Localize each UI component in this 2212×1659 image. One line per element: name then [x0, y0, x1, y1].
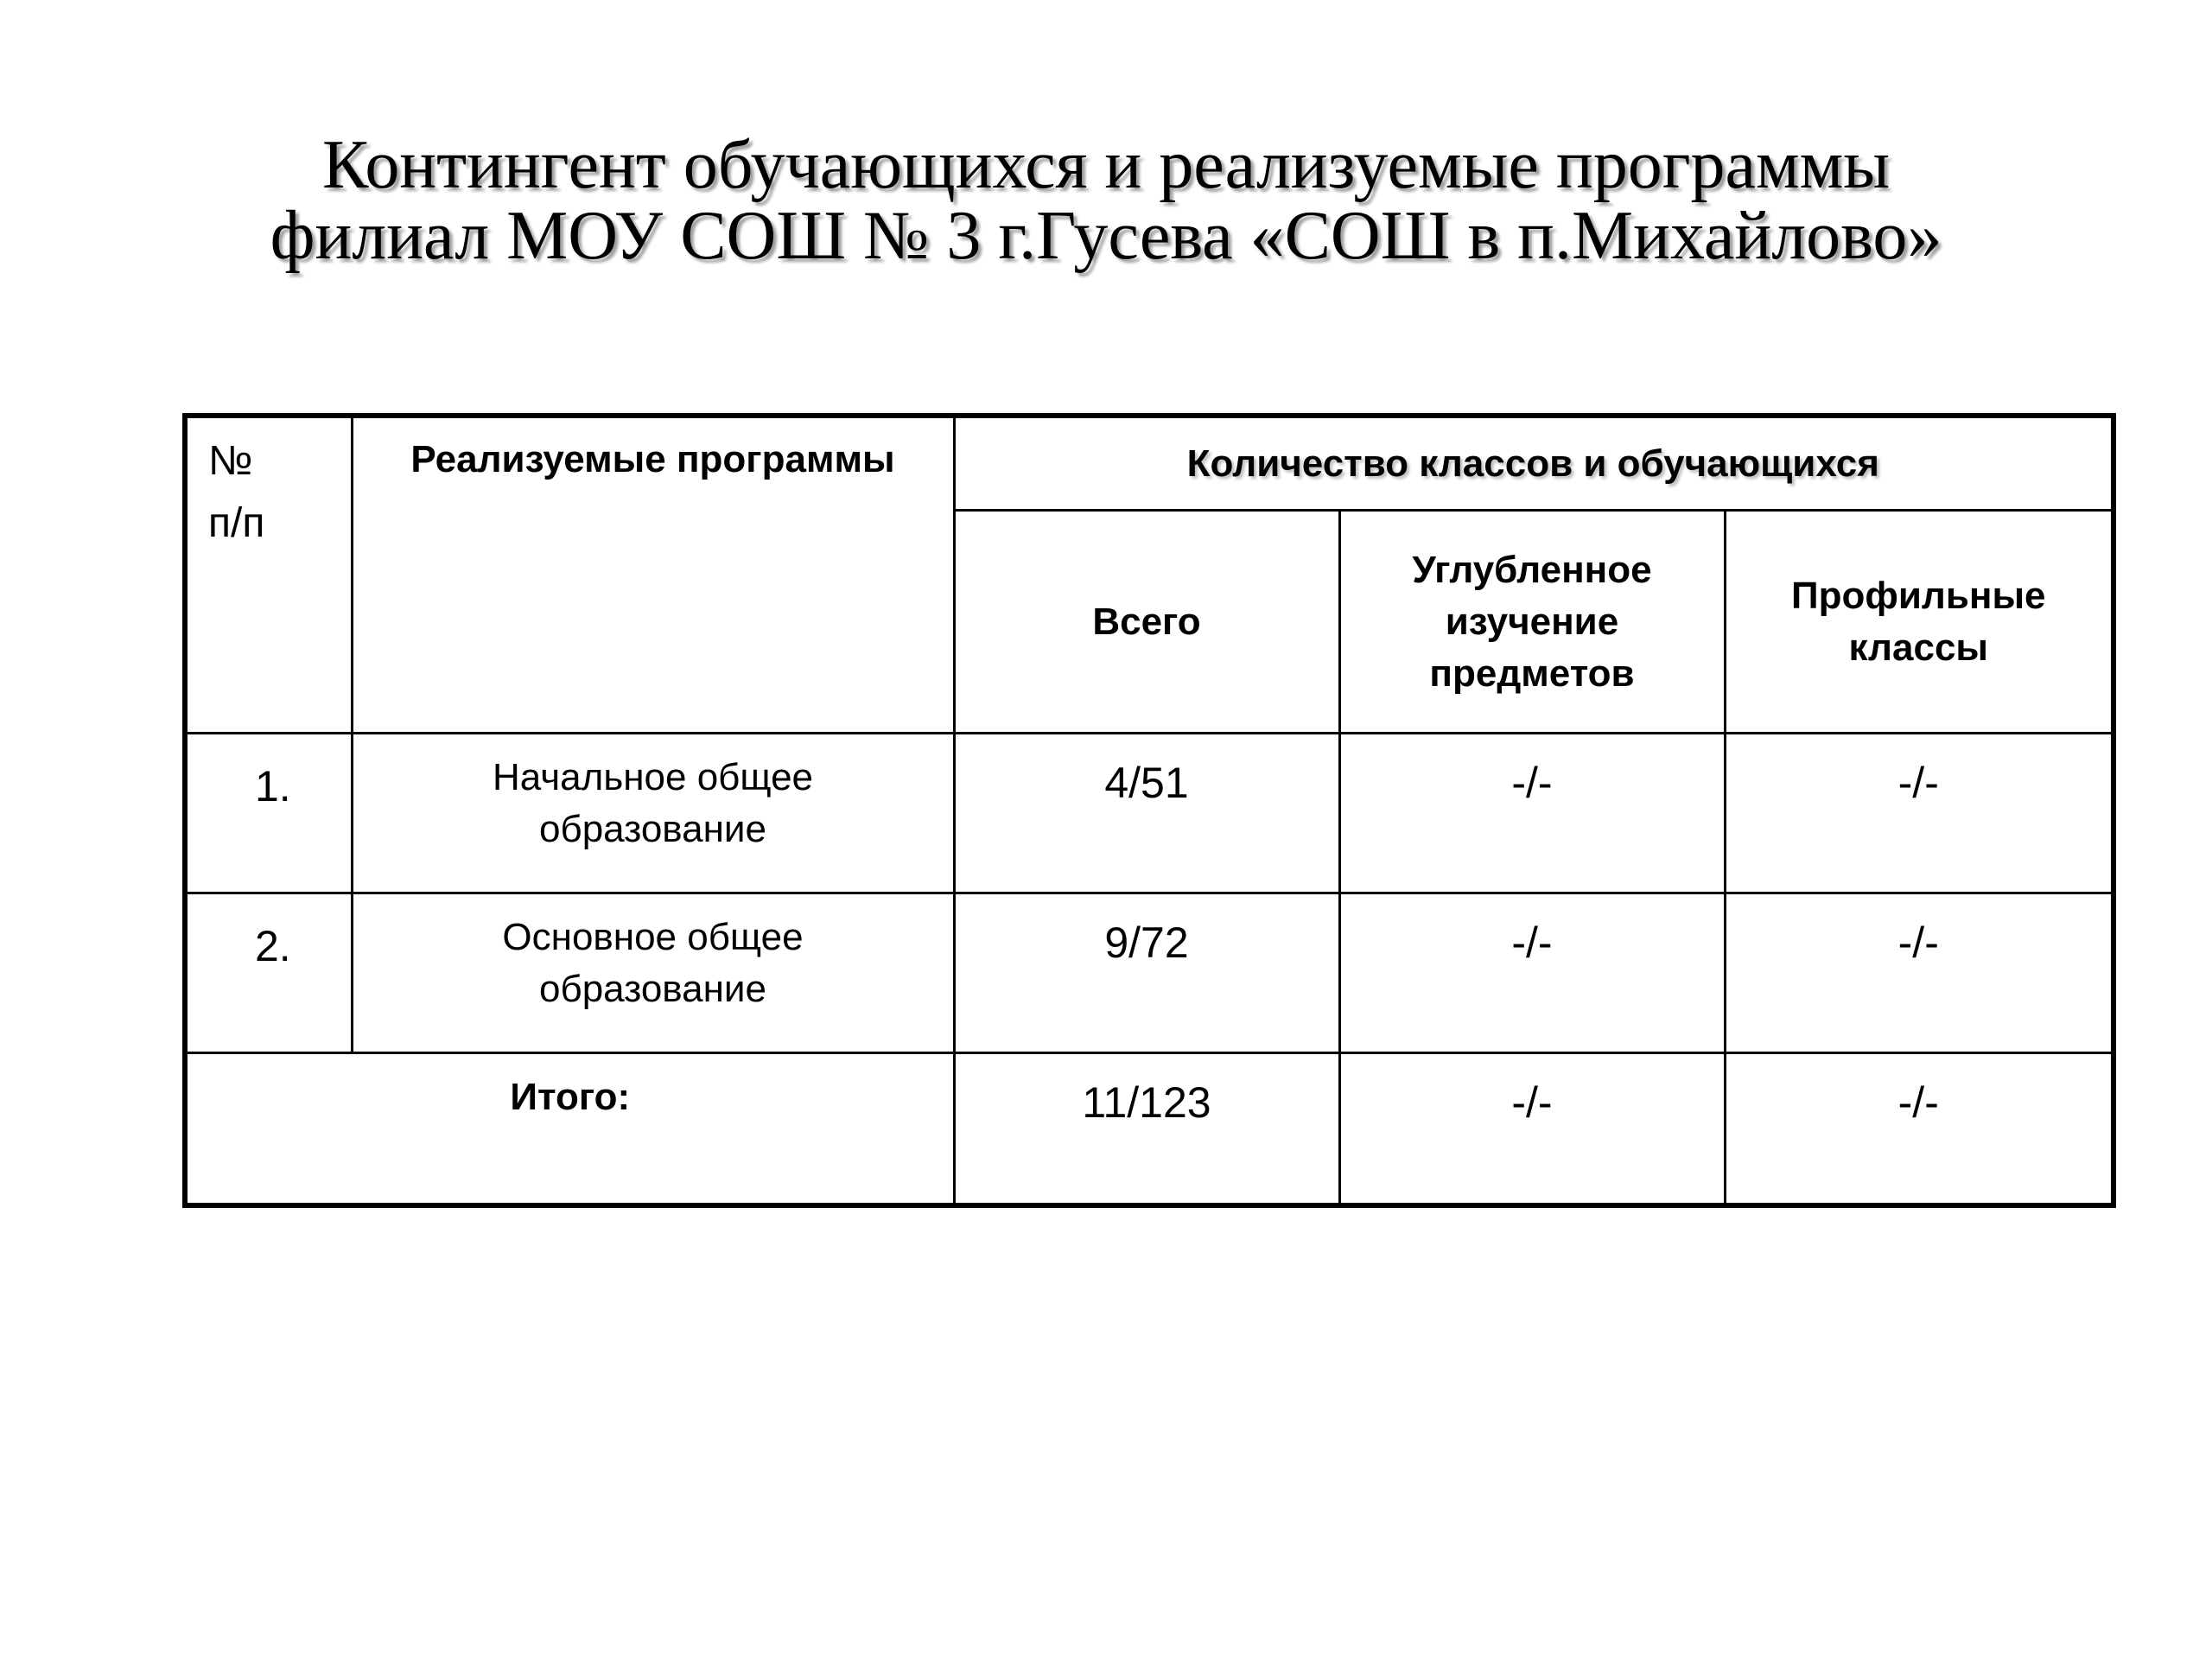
header-row-1 — [185, 416, 2113, 511]
title-line-1: Контингент обучающихся и реализуемые программы — [321, 127, 1891, 203]
header-profile: Профильные классы — [1725, 511, 2113, 734]
row-total: 9/72 — [954, 893, 1339, 1053]
row-number: 2. — [185, 893, 352, 1053]
row-profile: -/- — [1725, 734, 2113, 893]
title-line-2: филиал МОУ СОШ № 3 г.Гусева «СОШ в п.Михайлово» — [270, 198, 1942, 274]
row-program: Начальное общее образование — [352, 734, 954, 893]
row-advanced: -/- — [1339, 734, 1725, 893]
row-advanced: -/- — [1339, 893, 1725, 1053]
header-total: Всего — [954, 511, 1339, 734]
summary-profile: -/- — [1725, 1053, 2113, 1205]
header-programs: Реализуемые программы — [352, 416, 954, 734]
row-number: 1. — [185, 734, 352, 893]
summary-advanced: -/- — [1339, 1053, 1725, 1205]
page-title — [0, 127, 2212, 274]
table-row — [185, 893, 2113, 1053]
programs-table — [182, 413, 2116, 1208]
header-number: № п/п — [185, 416, 352, 734]
row-profile: -/- — [1725, 893, 2113, 1053]
summary-row — [185, 1053, 2113, 1205]
header-advanced: Углубленное изучение предметов — [1339, 511, 1725, 734]
summary-label: Итого: — [185, 1053, 954, 1205]
row-program: Основное общее образование — [352, 893, 954, 1053]
row-total: 4/51 — [954, 734, 1339, 893]
header-count-group: Количество классов и обучающихся — [954, 416, 2113, 511]
table-row — [185, 734, 2113, 893]
summary-total: 11/123 — [954, 1053, 1339, 1205]
